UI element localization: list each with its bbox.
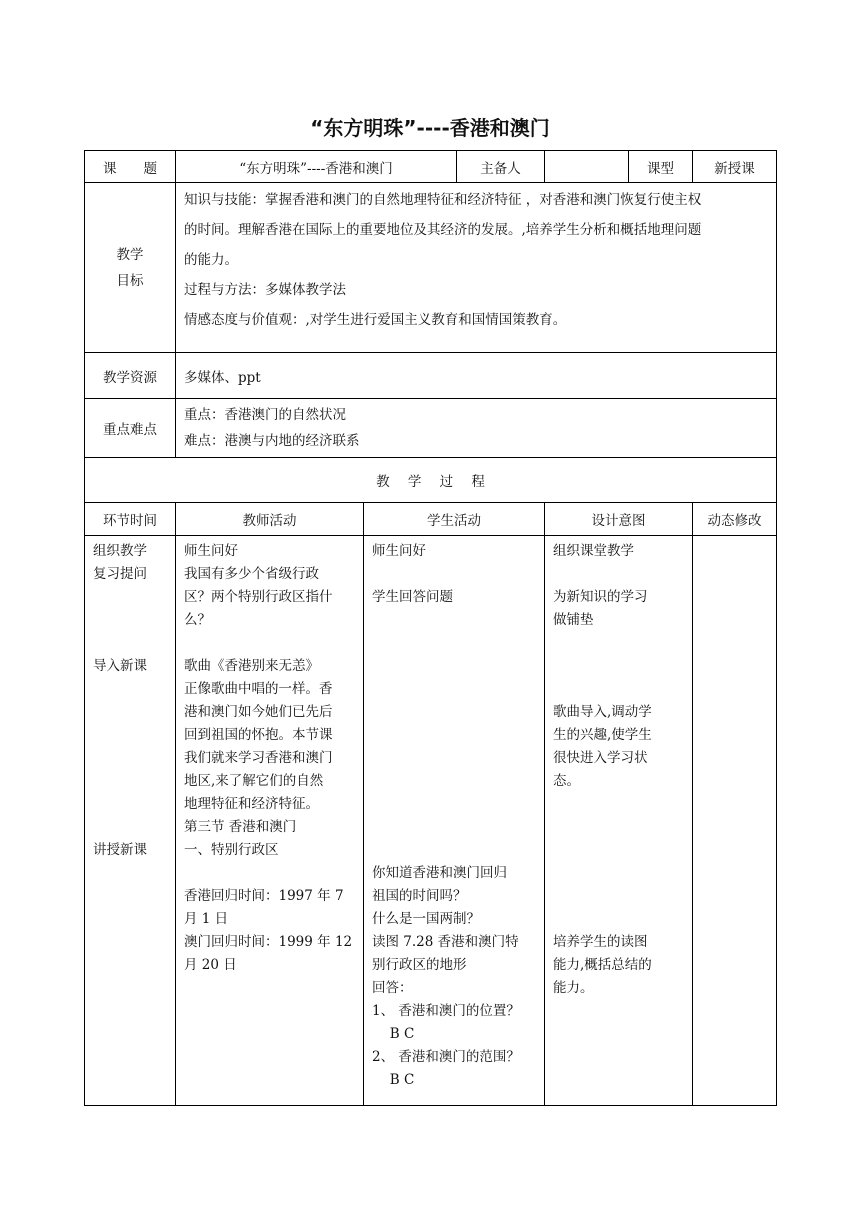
preparer-value	[545, 151, 629, 183]
teacher-line: 港和澳门如今她们已先后	[184, 704, 333, 720]
column-header-revision: 动态修改	[693, 503, 777, 536]
design-intent-cell	[545, 536, 693, 1106]
intent-line: 组织课堂教学	[553, 543, 634, 559]
key-points-row	[85, 399, 777, 458]
phase-review: 复习提问	[93, 566, 147, 582]
goals-label	[85, 183, 176, 353]
column-header-teacher: 教师活动	[176, 503, 364, 536]
type-label: 课型	[629, 151, 693, 183]
column-header-phase: 环节时间	[85, 503, 176, 536]
teacher-line: 月 1 日	[184, 911, 229, 927]
phase-teach: 讲授新课	[93, 842, 147, 858]
goals-line-3: 的能力。	[184, 252, 238, 268]
header-row	[85, 151, 777, 183]
lesson-plan-table	[84, 150, 777, 1106]
resources-label: 教学资源	[85, 353, 176, 399]
type-value: 新授课	[693, 151, 777, 183]
goals-label-line-1: 教学	[116, 246, 144, 263]
goals-line-5: 情感态度与价值观：,对学生进行爱国主义教育和国情国策教育。	[184, 312, 567, 328]
teacher-line: 我们就来学习香港和澳门	[184, 750, 333, 766]
goals-line-4: 过程与方法：多媒体教学法	[184, 282, 346, 298]
intent-line: 态。	[553, 773, 580, 789]
column-header-intent: 设计意图	[545, 503, 693, 536]
intent-line: 能力。	[553, 980, 594, 996]
course-label: 课 题	[85, 151, 176, 183]
student-line: B C	[372, 1026, 415, 1042]
teacher-line: 月 20 日	[184, 957, 237, 973]
course-value: “东方明珠”----香港和澳门	[176, 151, 457, 183]
goals-label-line-2: 目标	[116, 272, 144, 289]
document-title: “东方明珠”----香港和澳门	[310, 116, 550, 140]
preparer-label: 主备人	[457, 151, 545, 183]
student-line: B C	[372, 1072, 415, 1088]
phase-cell	[85, 536, 176, 1106]
key-points-content	[176, 399, 777, 458]
teacher-line: 正像歌曲中唱的一样。香	[184, 681, 333, 697]
phase-organize: 组织教学	[93, 543, 147, 559]
student-line: 你知道香港和澳门回归	[372, 865, 507, 881]
teacher-line: 第三节 香港和澳门	[184, 819, 297, 835]
teacher-line: 一、特别行政区	[184, 842, 279, 858]
goals-line-1: 知识与技能：掌握香港和澳门的自然地理特征和经济特征 ，对香港和澳门恢复行使主权	[184, 192, 702, 208]
teacher-line: 我国有多少个省级行政	[184, 566, 319, 582]
teacher-line: 澳门回归时间：1999 年 12	[184, 934, 353, 950]
teacher-line: 香港回归时间：1997 年 7	[184, 888, 344, 904]
difficult-point: 难点：港澳与内地的经济联系	[184, 433, 360, 449]
teacher-line: 区？两个特别行政区指什	[184, 589, 333, 605]
resources-row	[85, 353, 777, 399]
intent-line: 为新知识的学习	[553, 589, 648, 605]
intent-line: 做铺垫	[553, 612, 594, 628]
key-points-label: 重点难点	[85, 399, 176, 458]
intent-line: 歌曲导入,调动学	[553, 704, 652, 720]
process-header-row	[85, 503, 777, 536]
student-line: 1、 香港和澳门的位置？	[372, 1003, 520, 1019]
teacher-line: 么？	[184, 612, 211, 628]
goals-row	[85, 183, 777, 353]
process-title: 教 学 过 程	[85, 458, 777, 503]
student-line: 回答：	[372, 980, 413, 996]
teacher-activity-cell	[176, 536, 364, 1106]
process-content-row	[85, 536, 777, 1106]
student-line: 祖国的时间吗？	[372, 888, 467, 904]
student-line: 别行政区的地形	[372, 957, 467, 973]
column-header-student: 学生活动	[364, 503, 545, 536]
student-line: 师生问好	[372, 543, 426, 559]
student-line: 什么是一国两制？	[372, 911, 480, 927]
intent-line: 很快进入学习状	[553, 750, 648, 766]
teacher-line: 回到祖国的怀抱。本节课	[184, 727, 333, 743]
process-title-row	[85, 458, 777, 503]
student-activity-cell	[364, 536, 545, 1106]
intent-line: 生的兴趣,使学生	[553, 727, 652, 743]
resources-value: 多媒体、ppt	[176, 353, 777, 399]
teacher-line: 师生问好	[184, 543, 238, 559]
student-line: 学生回答问题	[372, 589, 453, 605]
teacher-line: 地理特征和经济特征。	[184, 796, 319, 812]
goals-line-2: 的时间。理解香港在国际上的重要地位及其经济的发展。,培养学生分析和概括地理问题	[184, 222, 702, 238]
intent-line: 培养学生的读图	[553, 934, 648, 950]
student-line: 读图 7.28 香港和澳门特	[372, 934, 519, 950]
teacher-line: 地区,来了解它们的自然	[184, 773, 324, 789]
phase-introduce: 导入新课	[93, 658, 147, 674]
revision-cell	[693, 536, 777, 1106]
student-line: 2、 香港和澳门的范围？	[372, 1049, 520, 1065]
goals-content	[176, 183, 777, 353]
teacher-line: 歌曲《香港别来无恙》	[184, 658, 319, 674]
intent-line: 能力,概括总结的	[553, 957, 652, 973]
key-point: 重点：香港澳门的自然状况	[184, 407, 346, 423]
